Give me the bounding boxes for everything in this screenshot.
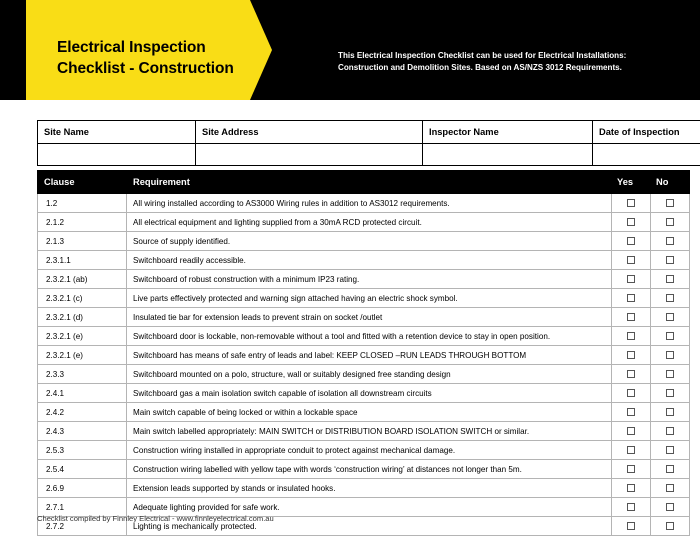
no-checkbox-cell[interactable] (651, 479, 690, 498)
requirement-cell: Switchboard readily accessible. (127, 251, 612, 270)
checkbox-icon[interactable] (666, 218, 674, 226)
requirement-cell: Switchboard mounted on a polo, structure, wall or suitably designed free standing design (127, 365, 612, 384)
table-row (38, 308, 690, 327)
requirement-cell: Construction wiring installed in appropriate conduit to protect against mechanical damage. (127, 441, 612, 460)
yes-checkbox-cell[interactable] (612, 270, 651, 289)
table-row (38, 365, 690, 384)
yes-checkbox-cell[interactable] (612, 441, 651, 460)
site-address-field[interactable] (196, 144, 423, 166)
no-checkbox-cell[interactable] (651, 213, 690, 232)
requirement-cell: Adequate lighting provided for safe work. (127, 498, 612, 517)
clause-cell: 2.4.1 (38, 384, 127, 403)
no-checkbox-cell[interactable] (651, 289, 690, 308)
no-checkbox-cell[interactable] (651, 517, 690, 536)
checkbox-icon[interactable] (666, 503, 674, 511)
yes-checkbox-cell[interactable] (612, 346, 651, 365)
bottom-spacer (0, 536, 700, 541)
no-checkbox-cell[interactable] (651, 308, 690, 327)
checklist-body (38, 194, 690, 536)
requirement-cell: Switchboard of robust construction with a minimum IP23 rating. (127, 270, 612, 289)
clause-cell: 2.7.1 (38, 498, 127, 517)
page-title-line2: Checklist - Construction (57, 60, 234, 77)
checkbox-icon[interactable] (666, 446, 674, 454)
clause-cell: 2.3.2.1 (e) (38, 346, 127, 365)
requirement-cell: Construction wiring labelled with yellow tape with words ‘construction wiring’ at distances not longer than 5m. (127, 460, 612, 479)
requirement-cell: Switchboard door is lockable, non-removable without a tool and fitted with a retention device to stay in open position. (127, 327, 612, 346)
no-checkbox-cell[interactable] (651, 251, 690, 270)
clause-cell: 2.5.3 (38, 441, 127, 460)
site-name-header: Site Name (38, 121, 196, 144)
yes-checkbox-cell[interactable] (612, 232, 651, 251)
requirement-cell: Extension leads supported by stands or insulated hooks. (127, 479, 612, 498)
yes-checkbox-cell[interactable] (612, 289, 651, 308)
site-info-header-row (38, 121, 700, 144)
clause-cell: 2.7.2 (38, 517, 127, 536)
table-row (38, 327, 690, 346)
clause-cell: 2.3.2.1 (ab) (38, 270, 127, 289)
clause-cell: 2.3.2.1 (d) (38, 308, 127, 327)
checkbox-icon[interactable] (627, 256, 635, 264)
clause-cell: 2.3.3 (38, 365, 127, 384)
checkbox-icon[interactable] (666, 522, 674, 530)
checkbox-icon[interactable] (627, 237, 635, 245)
page-title-line1: Electrical Inspection (57, 39, 206, 56)
checkbox-icon[interactable] (627, 275, 635, 283)
clause-cell: 2.3.2.1 (e) (38, 327, 127, 346)
table-row (38, 194, 690, 213)
document-header (0, 0, 700, 100)
yes-checkbox-cell[interactable] (612, 460, 651, 479)
table-row (38, 403, 690, 422)
requirement-cell: Source of supply identified. (127, 232, 612, 251)
table-row (38, 251, 690, 270)
clause-cell: 2.4.3 (38, 422, 127, 441)
no-checkbox-cell[interactable] (651, 422, 690, 441)
checkbox-icon[interactable] (627, 218, 635, 226)
checkbox-icon[interactable] (666, 351, 674, 359)
checkbox-icon[interactable] (627, 522, 635, 530)
table-row (38, 232, 690, 251)
checkbox-icon[interactable] (666, 484, 674, 492)
requirement-cell: Switchboard has means of safe entry of leads and label: KEEP CLOSED –RUN LEADS THROUGH BOTTOM (127, 346, 612, 365)
checkbox-icon[interactable] (627, 199, 635, 207)
checkbox-icon[interactable] (627, 446, 635, 454)
checklist-header-row (38, 171, 690, 194)
requirement-cell: All wiring installed according to AS3000 Wiring rules in addition to AS3012 requirements. (127, 194, 612, 213)
no-checkbox-cell[interactable] (651, 270, 690, 289)
clause-cell: 1.2 (38, 194, 127, 213)
yes-checkbox-cell[interactable] (612, 365, 651, 384)
checklist-table (37, 170, 690, 536)
checkbox-icon[interactable] (666, 427, 674, 435)
table-row (38, 346, 690, 365)
yes-checkbox-cell[interactable] (612, 194, 651, 213)
yes-checkbox-cell[interactable] (612, 422, 651, 441)
no-checkbox-cell[interactable] (651, 498, 690, 517)
checkbox-icon[interactable] (666, 408, 674, 416)
requirement-cell: Switchboard gas a main isolation switch capable of isolation all downstream circuits (127, 384, 612, 403)
inspector-name-header: Inspector Name (423, 121, 593, 144)
checkbox-icon[interactable] (627, 408, 635, 416)
table-row (38, 441, 690, 460)
clause-cell: 2.5.4 (38, 460, 127, 479)
checkbox-icon[interactable] (666, 256, 674, 264)
checkbox-icon[interactable] (627, 313, 635, 321)
checkbox-icon[interactable] (627, 465, 635, 473)
table-row (38, 479, 690, 498)
clause-cell: 2.6.9 (38, 479, 127, 498)
clause-cell: 2.1.3 (38, 232, 127, 251)
checkbox-icon[interactable] (666, 332, 674, 340)
checkbox-icon[interactable] (627, 427, 635, 435)
clause-header: Clause (38, 171, 127, 194)
page-title (57, 37, 257, 79)
no-checkbox-cell[interactable] (651, 460, 690, 479)
clause-cell: 2.3.1.1 (38, 251, 127, 270)
yes-checkbox-cell[interactable] (612, 384, 651, 403)
yes-checkbox-cell[interactable] (612, 498, 651, 517)
date-of-inspection-field[interactable] (593, 144, 700, 166)
checkbox-icon[interactable] (666, 313, 674, 321)
requirement-cell: Insulated tie bar for extension leads to prevent strain on socket /outlet (127, 308, 612, 327)
requirement-cell: Live parts effectively protected and warning sign attached having an electric shock symbol. (127, 289, 612, 308)
table-row (38, 422, 690, 441)
footer-text: Checklist compiled by Finnley Electrical - www.finnleyelectrical.com.au (37, 514, 274, 523)
yes-checkbox-cell[interactable] (612, 517, 651, 536)
clause-cell: 2.4.2 (38, 403, 127, 422)
header-description: This Electrical Inspection Checklist can be used for Electrical Installations: Construction and Demolition Sites. Based on AS/NZS 3012 Requirements. (338, 51, 627, 72)
checkbox-icon[interactable] (666, 199, 674, 207)
checkbox-icon[interactable] (627, 351, 635, 359)
requirement-cell: Lighting is mechanically protected. (127, 517, 612, 536)
site-info-value-row (38, 144, 700, 166)
no-checkbox-cell[interactable] (651, 365, 690, 384)
table-row (38, 384, 690, 403)
table-row (38, 213, 690, 232)
checkbox-icon[interactable] (666, 370, 674, 378)
table-row (38, 270, 690, 289)
checkbox-icon[interactable] (666, 389, 674, 397)
site-address-header: Site Address (196, 121, 423, 144)
site-info-table (37, 120, 700, 166)
yes-checkbox-cell[interactable] (612, 308, 651, 327)
date-of-inspection-header: Date of Inspection (593, 121, 700, 144)
yes-checkbox-cell[interactable] (612, 327, 651, 346)
requirement-header: Requirement (127, 171, 612, 194)
checkbox-icon[interactable] (627, 332, 635, 340)
clause-cell: 2.3.2.1 (c) (38, 289, 127, 308)
checkbox-icon[interactable] (627, 484, 635, 492)
checkbox-icon[interactable] (627, 294, 635, 302)
inspector-name-field[interactable] (423, 144, 593, 166)
table-row (38, 460, 690, 479)
site-name-field[interactable] (38, 144, 196, 166)
yes-checkbox-cell[interactable] (612, 403, 651, 422)
yes-checkbox-cell[interactable] (612, 213, 651, 232)
no-header: No (651, 171, 690, 194)
yes-checkbox-cell[interactable] (612, 251, 651, 270)
checkbox-icon[interactable] (666, 275, 674, 283)
requirement-cell: Main switch labelled appropriately: MAIN SWITCH or DISTRIBUTION BOARD ISOLATION SWITCH or similar. (127, 422, 612, 441)
no-checkbox-cell[interactable] (651, 441, 690, 460)
no-checkbox-cell[interactable] (651, 384, 690, 403)
checkbox-icon[interactable] (666, 237, 674, 245)
checkbox-icon[interactable] (627, 503, 635, 511)
yes-checkbox-cell[interactable] (612, 479, 651, 498)
yes-header: Yes (612, 171, 651, 194)
no-checkbox-cell[interactable] (651, 403, 690, 422)
checkbox-icon[interactable] (666, 294, 674, 302)
table-row (38, 289, 690, 308)
checkbox-icon[interactable] (627, 370, 635, 378)
clause-cell: 2.1.2 (38, 213, 127, 232)
checkbox-icon[interactable] (627, 389, 635, 397)
no-checkbox-cell[interactable] (651, 327, 690, 346)
no-checkbox-cell[interactable] (651, 194, 690, 213)
no-checkbox-cell[interactable] (651, 346, 690, 365)
requirement-cell: All electrical equipment and lighting supplied from a 30mA RCD protected circuit. (127, 213, 612, 232)
checkbox-icon[interactable] (666, 465, 674, 473)
requirement-cell: Main switch capable of being locked or within a lockable space (127, 403, 612, 422)
no-checkbox-cell[interactable] (651, 232, 690, 251)
